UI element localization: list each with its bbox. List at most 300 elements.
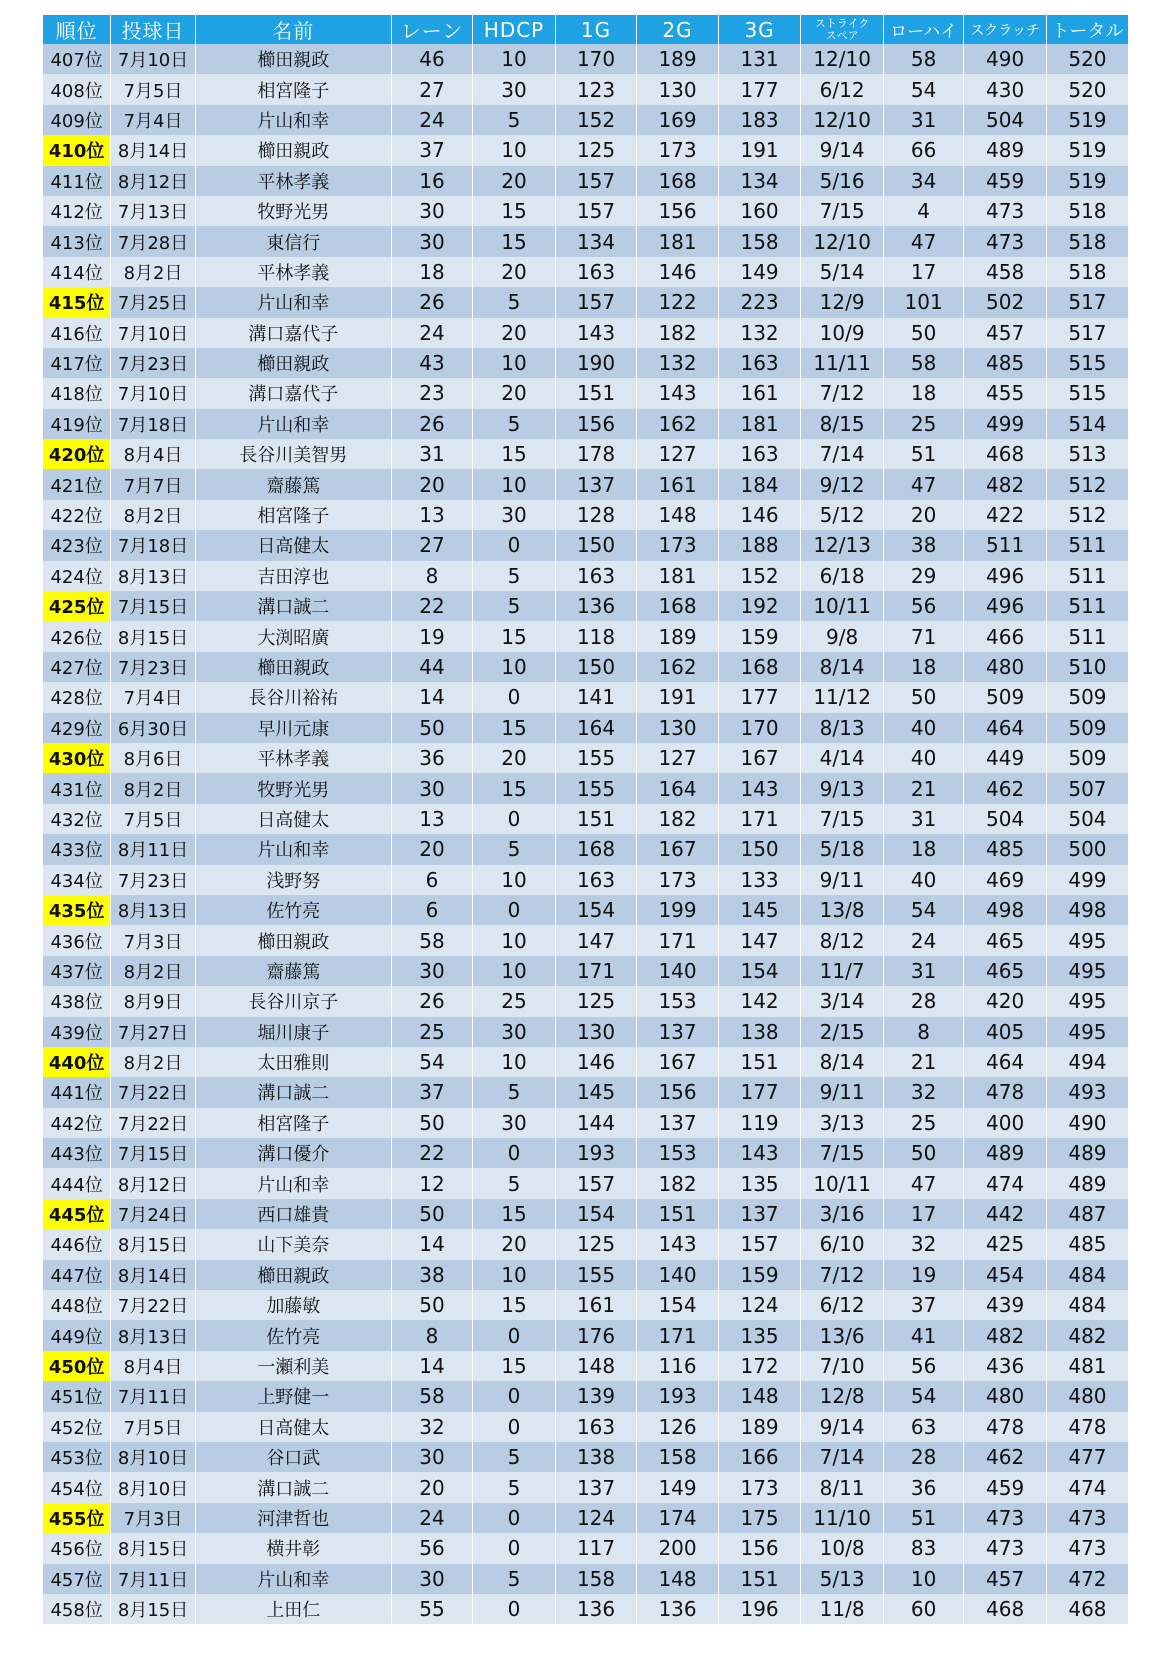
date-cell: 7月11日 [111, 1381, 196, 1411]
hdcp-cell: 5 [473, 561, 556, 591]
strike-spare-cell: 7/15 [801, 196, 884, 226]
strike-spare-cell: 7/15 [801, 1138, 884, 1168]
table-row [43, 561, 1128, 591]
hdcp-cell: 20 [473, 318, 556, 348]
game2-cell: 148 [637, 500, 719, 530]
low-high-cell: 4 [883, 196, 963, 226]
lane-cell: 13 [391, 500, 473, 530]
game2-cell: 122 [637, 287, 719, 317]
date-cell: 7月5日 [111, 804, 196, 834]
name-cell: 溝口誠二 [195, 1472, 391, 1502]
total-cell: 512 [1046, 500, 1128, 530]
total-cell: 473 [1046, 1533, 1128, 1563]
game1-cell: 157 [555, 196, 637, 226]
total-cell: 507 [1046, 773, 1128, 803]
header-name: 名前 [195, 15, 391, 44]
low-high-cell: 56 [883, 591, 963, 621]
name-cell: 櫛田親政 [195, 1260, 391, 1290]
table-row [43, 713, 1128, 743]
game1-cell: 151 [555, 378, 637, 408]
game3-cell: 133 [718, 865, 801, 895]
name-cell: 谷口武 [195, 1442, 391, 1472]
lane-cell: 58 [391, 1381, 473, 1411]
date-cell: 7月28日 [111, 226, 196, 256]
game3-cell: 183 [718, 105, 801, 135]
strike-spare-cell: 7/14 [801, 439, 884, 469]
rank-cell: 440位 [43, 1047, 111, 1077]
total-cell: 515 [1046, 348, 1128, 378]
strike-spare-cell: 8/14 [801, 1047, 884, 1077]
scratch-cell: 462 [964, 773, 1047, 803]
game2-cell: 143 [637, 1229, 719, 1259]
rank-cell: 418位 [43, 378, 111, 408]
lane-cell: 8 [391, 1320, 473, 1350]
game3-cell: 171 [718, 804, 801, 834]
low-high-cell: 21 [883, 773, 963, 803]
game2-cell: 127 [637, 439, 719, 469]
game1-cell: 150 [555, 652, 637, 682]
total-cell: 484 [1046, 1290, 1128, 1320]
game3-cell: 137 [718, 1199, 801, 1229]
game1-cell: 145 [555, 1077, 637, 1107]
table-row [43, 1594, 1128, 1624]
low-high-cell: 34 [883, 166, 963, 196]
lane-cell: 55 [391, 1594, 473, 1624]
scratch-cell: 496 [964, 591, 1047, 621]
rank-cell: 452位 [43, 1412, 111, 1442]
game1-cell: 138 [555, 1442, 637, 1472]
lane-cell: 25 [391, 1017, 473, 1047]
rank-cell: 416位 [43, 318, 111, 348]
game1-cell: 170 [555, 44, 637, 74]
game1-cell: 155 [555, 743, 637, 773]
hdcp-cell: 5 [473, 1168, 556, 1198]
game1-cell: 143 [555, 318, 637, 348]
rank-cell: 412位 [43, 196, 111, 226]
date-cell: 7月5日 [111, 1412, 196, 1442]
total-cell: 498 [1046, 895, 1128, 925]
lane-cell: 43 [391, 348, 473, 378]
scratch-cell: 454 [964, 1260, 1047, 1290]
game2-cell: 156 [637, 196, 719, 226]
rank-cell: 422位 [43, 500, 111, 530]
game3-cell: 156 [718, 1533, 801, 1563]
game1-cell: 163 [555, 865, 637, 895]
game1-cell: 193 [555, 1138, 637, 1168]
ranking-body [43, 44, 1128, 1624]
table-row [43, 1320, 1128, 1350]
total-cell: 512 [1046, 469, 1128, 499]
strike-spare-cell: 8/11 [801, 1472, 884, 1502]
table-row [43, 621, 1128, 651]
date-cell: 7月15日 [111, 591, 196, 621]
low-high-cell: 38 [883, 530, 963, 560]
date-cell: 7月5日 [111, 74, 196, 104]
table-row [43, 196, 1128, 226]
name-cell: 齋藤篤 [195, 469, 391, 499]
table-row [43, 318, 1128, 348]
date-cell: 8月15日 [111, 621, 196, 651]
total-cell: 490 [1046, 1108, 1128, 1138]
scratch-cell: 468 [964, 1594, 1047, 1624]
game3-cell: 159 [718, 621, 801, 651]
hdcp-cell: 15 [473, 439, 556, 469]
low-high-cell: 47 [883, 226, 963, 256]
scratch-cell: 442 [964, 1199, 1047, 1229]
name-cell: 山下美奈 [195, 1229, 391, 1259]
game2-cell: 156 [637, 1077, 719, 1107]
date-cell: 8月15日 [111, 1229, 196, 1259]
date-cell: 8月11日 [111, 834, 196, 864]
game1-cell: 139 [555, 1381, 637, 1411]
hdcp-cell: 30 [473, 74, 556, 104]
scratch-cell: 468 [964, 439, 1047, 469]
game1-cell: 125 [555, 1229, 637, 1259]
game1-cell: 163 [555, 1412, 637, 1442]
scratch-cell: 464 [964, 1047, 1047, 1077]
date-cell: 8月14日 [111, 1260, 196, 1290]
game1-cell: 137 [555, 1472, 637, 1502]
low-high-cell: 101 [883, 287, 963, 317]
table-row [43, 591, 1128, 621]
rank-cell: 446位 [43, 1229, 111, 1259]
scratch-cell: 400 [964, 1108, 1047, 1138]
total-cell: 504 [1046, 804, 1128, 834]
table-row [43, 1381, 1128, 1411]
low-high-cell: 25 [883, 1108, 963, 1138]
name-cell: 大渕昭廣 [195, 621, 391, 651]
rank-cell: 445位 [43, 1199, 111, 1229]
strike-spare-cell: 6/12 [801, 1290, 884, 1320]
low-high-cell: 32 [883, 1229, 963, 1259]
table-row [43, 348, 1128, 378]
total-cell: 517 [1046, 318, 1128, 348]
hdcp-cell: 0 [473, 1533, 556, 1563]
scratch-cell: 490 [964, 44, 1047, 74]
game3-cell: 173 [718, 1472, 801, 1502]
date-cell: 7月23日 [111, 652, 196, 682]
game2-cell: 140 [637, 1260, 719, 1290]
header-hdcp: HDCP [473, 15, 556, 44]
hdcp-cell: 30 [473, 1017, 556, 1047]
hdcp-cell: 0 [473, 1412, 556, 1442]
hdcp-cell: 5 [473, 287, 556, 317]
scratch-cell: 480 [964, 652, 1047, 682]
table-row [43, 865, 1128, 895]
header-rank: 順位 [43, 15, 111, 44]
lane-cell: 30 [391, 226, 473, 256]
scratch-cell: 489 [964, 1138, 1047, 1168]
lane-cell: 56 [391, 1533, 473, 1563]
header-date: 投球日 [111, 15, 196, 44]
strike-spare-cell: 9/8 [801, 621, 884, 651]
date-cell: 8月4日 [111, 439, 196, 469]
name-cell: 牧野光男 [195, 196, 391, 226]
strike-spare-cell: 7/14 [801, 1442, 884, 1472]
game2-cell: 137 [637, 1017, 719, 1047]
total-cell: 500 [1046, 834, 1128, 864]
game2-cell: 182 [637, 318, 719, 348]
date-cell: 7月13日 [111, 196, 196, 226]
name-cell: 長谷川裕祐 [195, 682, 391, 712]
date-cell: 8月10日 [111, 1442, 196, 1472]
date-cell: 8月13日 [111, 895, 196, 925]
total-cell: 509 [1046, 682, 1128, 712]
low-high-cell: 51 [883, 1503, 963, 1533]
hdcp-cell: 20 [473, 257, 556, 287]
name-cell: 平林孝義 [195, 743, 391, 773]
game3-cell: 177 [718, 74, 801, 104]
scratch-cell: 482 [964, 469, 1047, 499]
strike-spare-cell: 5/12 [801, 500, 884, 530]
name-cell: 吉田淳也 [195, 561, 391, 591]
game1-cell: 124 [555, 1503, 637, 1533]
strike-spare-cell: 6/12 [801, 74, 884, 104]
game2-cell: 181 [637, 561, 719, 591]
name-cell: 片山和幸 [195, 105, 391, 135]
game2-cell: 148 [637, 1564, 719, 1594]
lane-cell: 26 [391, 409, 473, 439]
strike-spare-cell: 7/12 [801, 378, 884, 408]
hdcp-cell: 5 [473, 591, 556, 621]
name-cell: 片山和幸 [195, 834, 391, 864]
strike-spare-cell: 11/11 [801, 348, 884, 378]
game2-cell: 162 [637, 652, 719, 682]
table-row [43, 378, 1128, 408]
strike-spare-cell: 5/13 [801, 1564, 884, 1594]
rank-cell: 449位 [43, 1320, 111, 1350]
game1-cell: 157 [555, 1168, 637, 1198]
total-cell: 510 [1046, 652, 1128, 682]
scratch-cell: 455 [964, 378, 1047, 408]
total-cell: 495 [1046, 986, 1128, 1016]
hdcp-cell: 25 [473, 986, 556, 1016]
low-high-cell: 50 [883, 1138, 963, 1168]
name-cell: 相宮隆子 [195, 74, 391, 104]
game2-cell: 137 [637, 1108, 719, 1138]
strike-spare-cell: 13/8 [801, 895, 884, 925]
rank-cell: 410位 [43, 135, 111, 165]
scratch-cell: 464 [964, 713, 1047, 743]
total-cell: 472 [1046, 1564, 1128, 1594]
scratch-cell: 425 [964, 1229, 1047, 1259]
scratch-cell: 469 [964, 865, 1047, 895]
total-cell: 518 [1046, 196, 1128, 226]
rank-cell: 450位 [43, 1351, 111, 1381]
hdcp-cell: 10 [473, 44, 556, 74]
low-high-cell: 28 [883, 1442, 963, 1472]
hdcp-cell: 0 [473, 1320, 556, 1350]
hdcp-cell: 20 [473, 166, 556, 196]
game3-cell: 159 [718, 1260, 801, 1290]
scratch-cell: 422 [964, 500, 1047, 530]
lane-cell: 20 [391, 1472, 473, 1502]
game2-cell: 151 [637, 1199, 719, 1229]
scratch-cell: 473 [964, 196, 1047, 226]
date-cell: 7月10日 [111, 378, 196, 408]
total-cell: 495 [1046, 925, 1128, 955]
total-cell: 509 [1046, 743, 1128, 773]
hdcp-cell: 10 [473, 956, 556, 986]
rank-cell: 434位 [43, 865, 111, 895]
rank-cell: 436位 [43, 925, 111, 955]
scratch-cell: 473 [964, 226, 1047, 256]
scratch-cell: 457 [964, 318, 1047, 348]
total-cell: 495 [1046, 956, 1128, 986]
name-cell: 一瀬利美 [195, 1351, 391, 1381]
strike-spare-cell: 6/18 [801, 561, 884, 591]
game2-cell: 189 [637, 621, 719, 651]
low-high-cell: 66 [883, 135, 963, 165]
scratch-cell: 499 [964, 409, 1047, 439]
game1-cell: 125 [555, 986, 637, 1016]
game1-cell: 154 [555, 895, 637, 925]
scratch-cell: 458 [964, 257, 1047, 287]
rank-cell: 427位 [43, 652, 111, 682]
date-cell: 7月4日 [111, 682, 196, 712]
game3-cell: 167 [718, 743, 801, 773]
scratch-cell: 496 [964, 561, 1047, 591]
game2-cell: 200 [637, 1533, 719, 1563]
strike-spare-cell: 7/10 [801, 1351, 884, 1381]
table-row [43, 1412, 1128, 1442]
hdcp-cell: 30 [473, 500, 556, 530]
strike-spare-cell: 8/12 [801, 925, 884, 955]
total-cell: 509 [1046, 713, 1128, 743]
game2-cell: 167 [637, 1047, 719, 1077]
rank-cell: 443位 [43, 1138, 111, 1168]
rank-cell: 433位 [43, 834, 111, 864]
game1-cell: 154 [555, 1199, 637, 1229]
table-row [43, 1138, 1128, 1168]
lane-cell: 6 [391, 865, 473, 895]
ranking-table [43, 15, 1128, 1624]
game2-cell: 171 [637, 1320, 719, 1350]
scratch-cell: 459 [964, 1472, 1047, 1502]
strike-spare-cell: 12/8 [801, 1381, 884, 1411]
game1-cell: 137 [555, 469, 637, 499]
strike-spare-cell: 3/14 [801, 986, 884, 1016]
rank-cell: 428位 [43, 682, 111, 712]
table-row [43, 1442, 1128, 1472]
date-cell: 6月30日 [111, 713, 196, 743]
strike-spare-cell: 10/11 [801, 1168, 884, 1198]
low-high-cell: 37 [883, 1290, 963, 1320]
table-row [43, 1199, 1128, 1229]
game1-cell: 146 [555, 1047, 637, 1077]
lane-cell: 30 [391, 1564, 473, 1594]
rank-cell: 437位 [43, 956, 111, 986]
total-cell: 511 [1046, 561, 1128, 591]
date-cell: 7月10日 [111, 318, 196, 348]
date-cell: 7月7日 [111, 469, 196, 499]
low-high-cell: 31 [883, 804, 963, 834]
strike-spare-cell: 8/15 [801, 409, 884, 439]
low-high-cell: 29 [883, 561, 963, 591]
scratch-cell: 405 [964, 1017, 1047, 1047]
game1-cell: 123 [555, 74, 637, 104]
rank-cell: 420位 [43, 439, 111, 469]
rank-cell: 408位 [43, 74, 111, 104]
hdcp-cell: 10 [473, 652, 556, 682]
game1-cell: 163 [555, 257, 637, 287]
date-cell: 7月23日 [111, 865, 196, 895]
date-cell: 7月3日 [111, 925, 196, 955]
date-cell: 8月2日 [111, 773, 196, 803]
hdcp-cell: 0 [473, 682, 556, 712]
date-cell: 8月2日 [111, 956, 196, 986]
scratch-cell: 504 [964, 804, 1047, 834]
lane-cell: 8 [391, 561, 473, 591]
game2-cell: 162 [637, 409, 719, 439]
table-row [43, 1108, 1128, 1138]
game1-cell: 151 [555, 804, 637, 834]
header-low-high: ローハイ [883, 15, 963, 44]
strike-spare-cell: 3/13 [801, 1108, 884, 1138]
date-cell: 7月11日 [111, 1564, 196, 1594]
total-cell: 481 [1046, 1351, 1128, 1381]
table-row [43, 1168, 1128, 1198]
low-high-cell: 31 [883, 105, 963, 135]
game1-cell: 147 [555, 925, 637, 955]
scratch-cell: 473 [964, 1533, 1047, 1563]
lane-cell: 30 [391, 1442, 473, 1472]
name-cell: 溝口優介 [195, 1138, 391, 1168]
game3-cell: 177 [718, 682, 801, 712]
lane-cell: 22 [391, 1138, 473, 1168]
game2-cell: 181 [637, 226, 719, 256]
lane-cell: 14 [391, 682, 473, 712]
game2-cell: 182 [637, 804, 719, 834]
table-row [43, 743, 1128, 773]
low-high-cell: 58 [883, 44, 963, 74]
date-cell: 7月23日 [111, 348, 196, 378]
low-high-cell: 18 [883, 378, 963, 408]
strike-spare-cell: 12/10 [801, 226, 884, 256]
table-row [43, 652, 1128, 682]
game3-cell: 177 [718, 1077, 801, 1107]
lane-cell: 19 [391, 621, 473, 651]
strike-spare-cell: 9/11 [801, 865, 884, 895]
hdcp-cell: 10 [473, 469, 556, 499]
lane-cell: 32 [391, 1412, 473, 1442]
game1-cell: 157 [555, 287, 637, 317]
hdcp-cell: 15 [473, 226, 556, 256]
date-cell: 7月4日 [111, 105, 196, 135]
lane-cell: 58 [391, 925, 473, 955]
name-cell: 佐竹亮 [195, 1320, 391, 1350]
hdcp-cell: 5 [473, 1442, 556, 1472]
name-cell: 平林孝義 [195, 257, 391, 287]
table-row [43, 1351, 1128, 1381]
table-row [43, 135, 1128, 165]
total-cell: 493 [1046, 1077, 1128, 1107]
name-cell: 太田雅則 [195, 1047, 391, 1077]
game3-cell: 142 [718, 986, 801, 1016]
game3-cell: 151 [718, 1564, 801, 1594]
low-high-cell: 40 [883, 865, 963, 895]
scratch-cell: 489 [964, 135, 1047, 165]
game3-cell: 119 [718, 1108, 801, 1138]
lane-cell: 12 [391, 1168, 473, 1198]
hdcp-cell: 15 [473, 773, 556, 803]
hdcp-cell: 5 [473, 834, 556, 864]
low-high-cell: 36 [883, 1472, 963, 1502]
date-cell: 8月12日 [111, 1168, 196, 1198]
total-cell: 487 [1046, 1199, 1128, 1229]
game2-cell: 146 [637, 257, 719, 287]
low-high-cell: 25 [883, 409, 963, 439]
